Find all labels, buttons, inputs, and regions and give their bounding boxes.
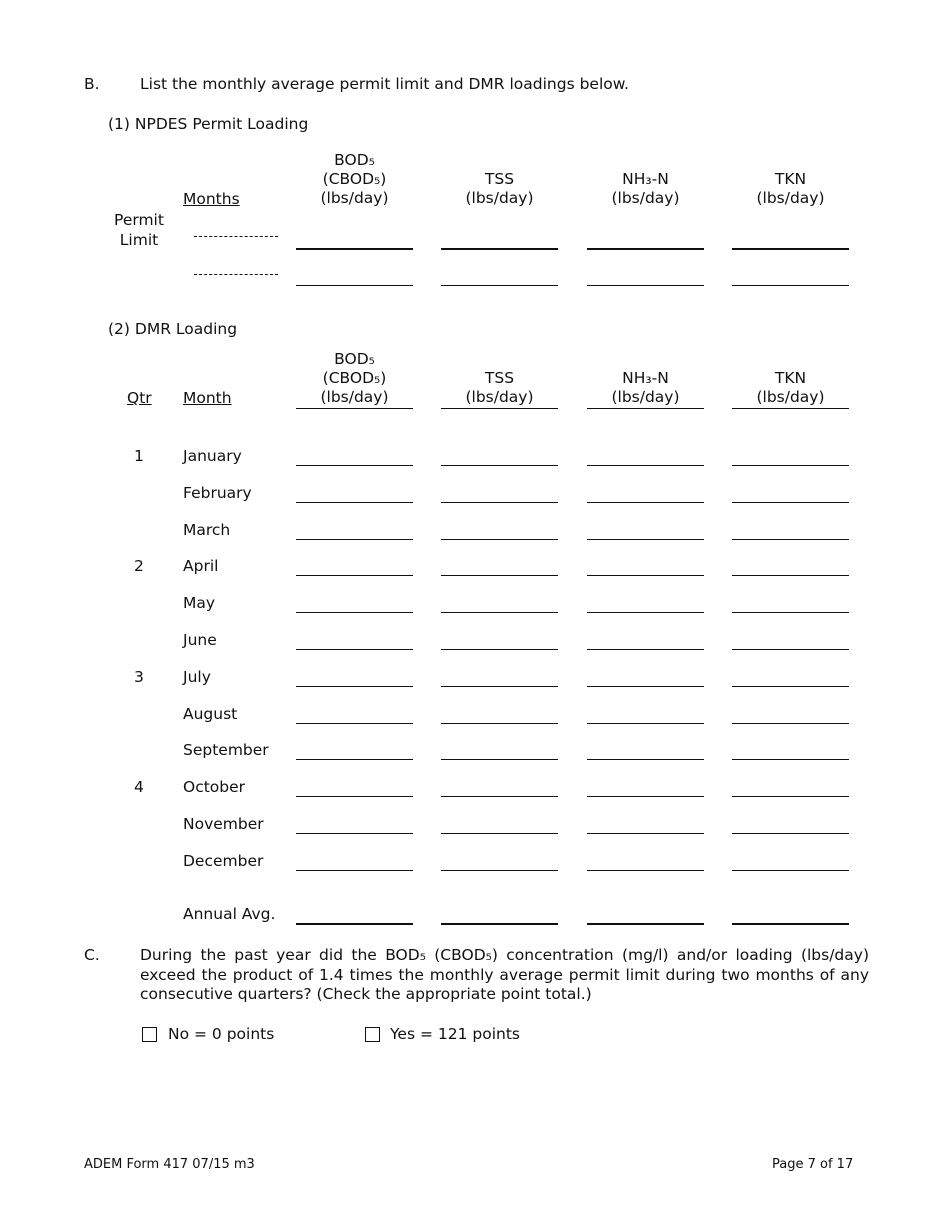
permit-col-header-3-line1 [721,151,861,170]
dmr-row-5-month: June [183,631,217,649]
permit-col-header-2-line3: (lbs/day) [611,189,680,207]
dmr-row-1-entry-3[interactable] [732,502,849,503]
part2-title: (2) DMR Loading [108,320,238,338]
dmr-row-3-entry-0[interactable] [296,575,413,576]
months-header: Months [183,190,240,208]
dmr-col-header-3-line3: (lbs/day) [756,388,825,406]
dmr-row-11-entry-2[interactable] [587,870,704,871]
dmr-row-7-entry-2[interactable] [587,723,704,724]
annual-avg-label: Annual Avg. [183,905,276,923]
dmr-row-11-entry-1[interactable] [441,870,558,871]
annual-avg-entry-2[interactable] [587,923,704,925]
dmr-row-4-month: May [183,594,216,613]
permit-row2-entry-0[interactable] [296,285,413,286]
permit-col-header-3-line2: TKN [774,170,807,188]
dmr-row-0-qtr: 1 [134,447,144,465]
dmr-col-header-0 [285,350,425,407]
dmr-row-2-entry-3[interactable] [732,539,849,540]
dmr-row-6-entry-2[interactable] [587,686,704,687]
dmr-header-underline-entry-0[interactable] [296,408,413,409]
dmr-row-8-entry-3[interactable] [732,759,849,760]
dmr-row-5-entry-3[interactable] [732,649,849,650]
permit-row1-entry-3[interactable] [732,248,849,250]
dmr-col-header-1-line3: (lbs/day) [465,388,534,406]
no-checkbox[interactable] [142,1027,157,1042]
dmr-row-3-qtr: 2 [134,557,144,576]
dmr-col-header-1-line2: TSS [484,369,515,387]
section-b-letter: B. [84,75,100,93]
dmr-row-9-qtr: 4 [134,778,144,797]
dmr-row-11-entry-0[interactable] [296,870,413,871]
dmr-col-header-1-line1 [430,350,570,369]
dmr-col-header-3-line2: TKN [774,369,807,387]
dmr-row-5-entry-2[interactable] [587,649,704,650]
dmr-row-10-entry-3[interactable] [732,833,849,834]
dmr-row-8-entry-2[interactable] [587,759,704,760]
dmr-row-6-entry-0[interactable] [296,686,413,687]
dmr-row-0-month: January [183,447,242,465]
form-id: ADEM Form 417 07/15 m3 [84,1157,255,1172]
dmr-row-7-entry-3[interactable] [732,723,849,724]
dmr-col-header-2 [576,350,716,407]
permit-month-blank-1[interactable] [194,236,278,237]
permit-row2-entry-1[interactable] [441,285,558,286]
permit-row2-entry-2[interactable] [587,285,704,286]
dmr-row-0-entry-1[interactable] [441,465,558,466]
dmr-row-10-entry-0[interactable] [296,833,413,834]
dmr-row-2-entry-0[interactable] [296,539,413,540]
annual-avg-entry-3[interactable] [732,923,849,925]
dmr-row-3-entry-1[interactable] [441,575,558,576]
dmr-row-9-entry-3[interactable] [732,796,849,797]
page-number: Page 7 of 17 [772,1157,854,1172]
permit-col-header-1-line2: TSS [484,170,515,188]
dmr-row-9-month: October [183,778,246,797]
dmr-row-0-entry-3[interactable] [732,465,849,466]
dmr-row-10-entry-2[interactable] [587,833,704,834]
permit-row1-entry-2[interactable] [587,248,704,250]
dmr-col-header-2-line2: NH₃-N [622,369,669,387]
dmr-row-3-entry-3[interactable] [732,575,849,576]
dmr-row-6-entry-3[interactable] [732,686,849,687]
dmr-row-1-entry-2[interactable] [587,502,704,503]
dmr-row-5-entry-0[interactable] [296,649,413,650]
permit-col-header-3-line3: (lbs/day) [756,189,825,207]
permit-col-header-0-line2: (CBOD₅) [322,170,387,188]
dmr-row-7-month: August [183,704,238,723]
dmr-col-header-1 [430,350,570,407]
month-header: Month [183,389,232,407]
permit-col-header-2-line2: NH₃-N [622,170,669,188]
dmr-row-7-entry-0[interactable] [296,723,413,724]
annual-avg-entry-1[interactable] [441,923,558,925]
dmr-row-10-month: November [183,815,264,833]
dmr-row-8-month: September [183,741,269,760]
dmr-header-underline-entry-2[interactable] [587,408,704,409]
dmr-row-4-entry-2[interactable] [587,612,704,613]
dmr-row-6-month: July [183,667,211,686]
permit-col-header-3 [721,151,861,208]
dmr-row-3-entry-2[interactable] [587,575,704,576]
dmr-header-underline-entry-1[interactable] [441,408,558,409]
dmr-row-1-entry-0[interactable] [296,502,413,503]
dmr-row-6-qtr: 3 [134,667,144,686]
dmr-col-header-2-line1 [576,350,716,369]
yes-option-label: Yes = 121 points [390,1025,520,1043]
section-c-question: During the past year did the BOD₅ (CBOD₅) concentration (mg/l) and/or loading (lbs/day) exceed the product of 1.4 times the monthly average permit limit during two months of any consecutive quarters? (Check the appropriate point total.) [140,946,869,1003]
permit-col-header-0-line3: (lbs/day) [320,189,389,207]
dmr-row-1-month: February [183,483,252,502]
dmr-col-header-0-line1: BOD₅ [334,350,375,368]
qtr-header: Qtr [127,389,152,407]
dmr-row-0-entry-2[interactable] [587,465,704,466]
dmr-row-9-entry-0[interactable] [296,796,413,797]
dmr-header-underline-entry-3[interactable] [732,408,849,409]
permit-row1-entry-0[interactable] [296,248,413,250]
permit-limit-label-line2: Limit [119,231,159,249]
dmr-row-2-month: March [183,520,231,539]
dmr-row-3-month: April [183,557,219,576]
permit-col-header-1-line3: (lbs/day) [465,189,534,207]
dmr-row-7-entry-1[interactable] [441,723,558,724]
permit-limit-label-line1: Permit [114,211,164,229]
permit-col-header-0 [285,151,425,208]
dmr-row-4-entry-3[interactable] [732,612,849,613]
permit-month-blank-2[interactable] [194,274,278,275]
dmr-row-8-entry-1[interactable] [441,759,558,760]
dmr-row-10-entry-1[interactable] [441,833,558,834]
dmr-row-4-entry-1[interactable] [441,612,558,613]
permit-row1-entry-1[interactable] [441,248,558,250]
dmr-row-9-entry-2[interactable] [587,796,704,797]
dmr-row-11-entry-3[interactable] [732,870,849,871]
permit-col-header-2 [576,151,716,208]
permit-col-header-2-line1 [576,151,716,170]
dmr-row-9-entry-1[interactable] [441,796,558,797]
permit-limit-label [108,210,170,250]
dmr-col-header-3 [721,350,861,407]
dmr-row-1-entry-1[interactable] [441,502,558,503]
yes-checkbox[interactable] [365,1027,380,1042]
annual-avg-entry-0[interactable] [296,923,413,925]
dmr-col-header-0-line2: (CBOD₅) [322,369,387,387]
dmr-col-header-3-line1 [721,350,861,369]
dmr-col-header-2-line3: (lbs/day) [611,388,680,406]
no-option-label: No = 0 points [168,1025,275,1043]
dmr-row-11-month: December [183,851,264,870]
permit-col-header-1-line1 [430,151,570,170]
dmr-row-6-entry-1[interactable] [441,686,558,687]
dmr-row-4-entry-0[interactable] [296,612,413,613]
permit-col-header-1 [430,151,570,208]
part1-title: (1) NPDES Permit Loading [108,115,309,133]
section-c-letter: C. [84,946,100,964]
dmr-row-5-entry-1[interactable] [441,649,558,650]
dmr-col-header-0-line3: (lbs/day) [320,388,389,406]
permit-col-header-0-line1: BOD₅ [334,151,375,169]
permit-row2-entry-3[interactable] [732,285,849,286]
dmr-row-2-entry-1[interactable] [441,539,558,540]
section-b-instruction: List the monthly average permit limit and DMR loadings below. [140,75,629,93]
dmr-row-0-entry-0[interactable] [296,465,413,466]
dmr-row-8-entry-0[interactable] [296,759,413,760]
dmr-row-2-entry-2[interactable] [587,539,704,540]
